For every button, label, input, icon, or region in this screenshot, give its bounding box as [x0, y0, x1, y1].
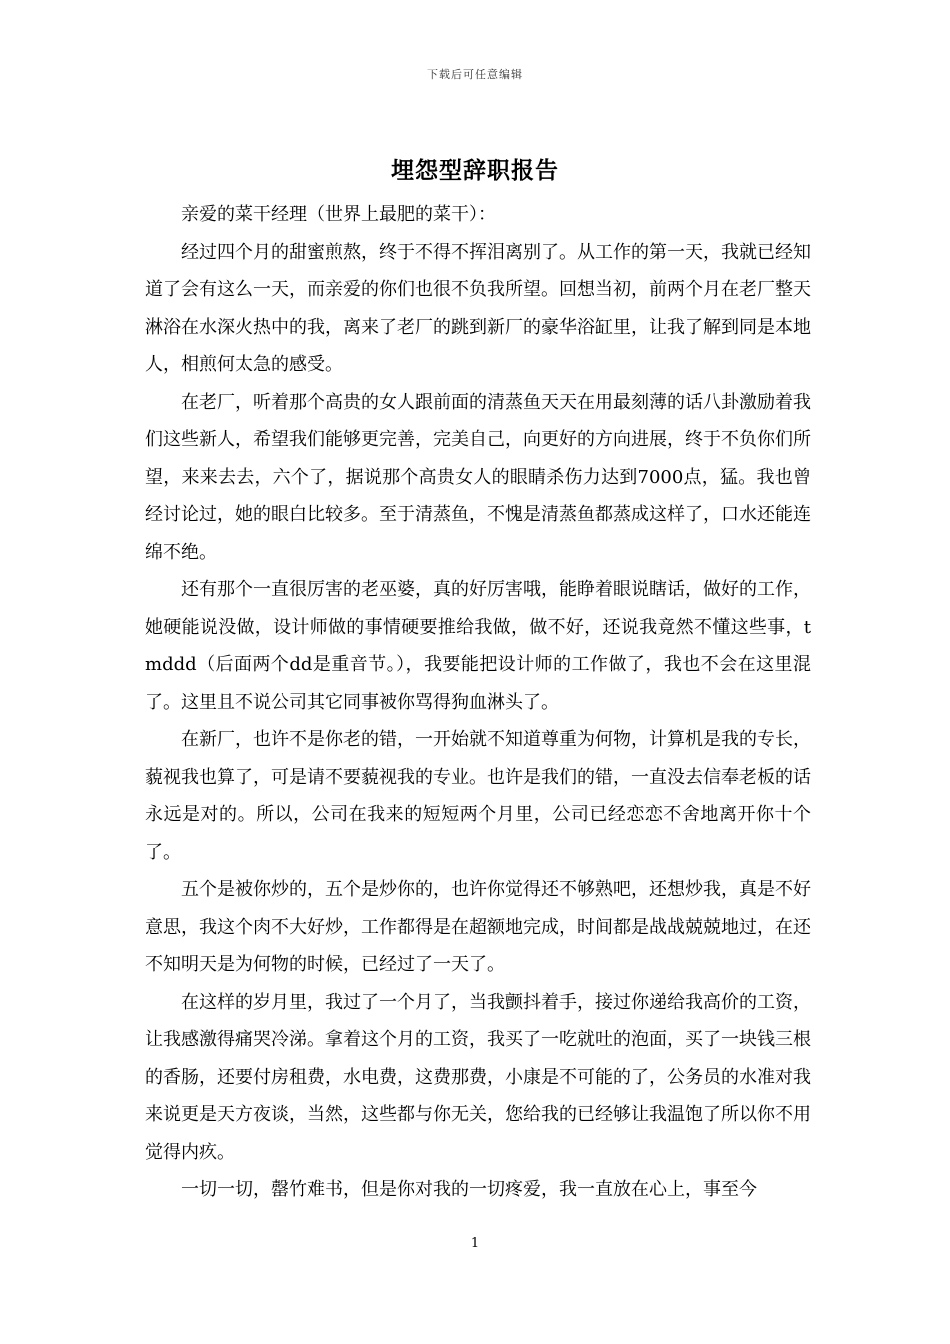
page-number: 1 — [470, 1236, 480, 1251]
paragraph: 一切一切，罄竹难书，但是你对我的一切疼爱，我一直放在心上，事至今 — [181, 1179, 757, 1200]
document-title: 埋怨型辞职报告 — [391, 157, 559, 184]
paragraph: 经过四个月的甜蜜煎熬，终于不得不挥泪离别了。从工作的第一天，我就已经知道了会有这么一天，而亲爱的你们也很不负我所望。回想当初，前两个月在老厂整天淋浴在水深火热中的我，离来了老厂的跳到新厂的豪华浴缸里，让我了解到同是本地人，相煎何太急的感受。 — [145, 241, 811, 375]
paragraph: 在新厂，也许不是你老的错，一开始就不知道尊重为何物，计算机是我的专长，藐视我也算了，可是请不要藐视我的专业。也许是我们的错，一直没去信奉老板的话永远是对的。所以，公司在我来的短短两个月里，公司已经恋恋不舍地离开你十个了。 — [145, 729, 811, 863]
paragraph: 在老厂，听着那个高贵的女人跟前面的清蒸鱼天天在用最刻薄的话八卦激励着我们这些新人，希望我们能够更完善，完美自己，向更好的方向进展，终于不负你们所望，来来去去，六个了，据说那个高贵女人的眼睛杀伤力达到7000点，猛。我也曾经讨论过，她的眼白比较多。至于清蒸鱼，不愧是清蒸鱼都蒸成这样了，口水还能连绵不绝。 — [145, 391, 811, 563]
document-body — [145, 196, 811, 1209]
salutation: 亲爱的菜干经理（世界上最肥的菜干）： — [181, 204, 496, 225]
header-note: 下载后可任意编辑 — [427, 68, 523, 81]
paragraph: 在这样的岁月里，我过了一个月了，当我颤抖着手，接过你递给我高价的工资，让我感激得痛哭冷涕。拿着这个月的工资，我买了一吃就吐的泡面，买了一块钱三根的香肠，还要付房租费，水电费，这费那费，小康是不可能的了，公务员的水准对我来说更是天方夜谈，当然，这些都与你无关，您给我的已经够让我温饱了所以你不用觉得内疚。 — [145, 991, 811, 1163]
paragraph: 还有那个一直很厉害的老巫婆，真的好厉害哦，能睁着眼说瞎话，做好的工作，她硬能说没做，设计师做的事情硬要推给我做，做不好，还说我竟然不懂这些事，tmddd（后面两个dd是重音节。），我要能把设计师的工作做了，我也不会在这里混了。这里且不说公司其它同事被你骂得狗血淋头了。 — [145, 579, 811, 713]
paragraph: 五个是被你炒的，五个是炒你的，也许你觉得还不够熟吧，还想炒我，真是不好意思，我这个肉不大好炒，工作都得是在超额地完成，时间都是战战兢兢地过，在还不知明天是为何物的时候，已经过了一天了。 — [145, 879, 811, 975]
